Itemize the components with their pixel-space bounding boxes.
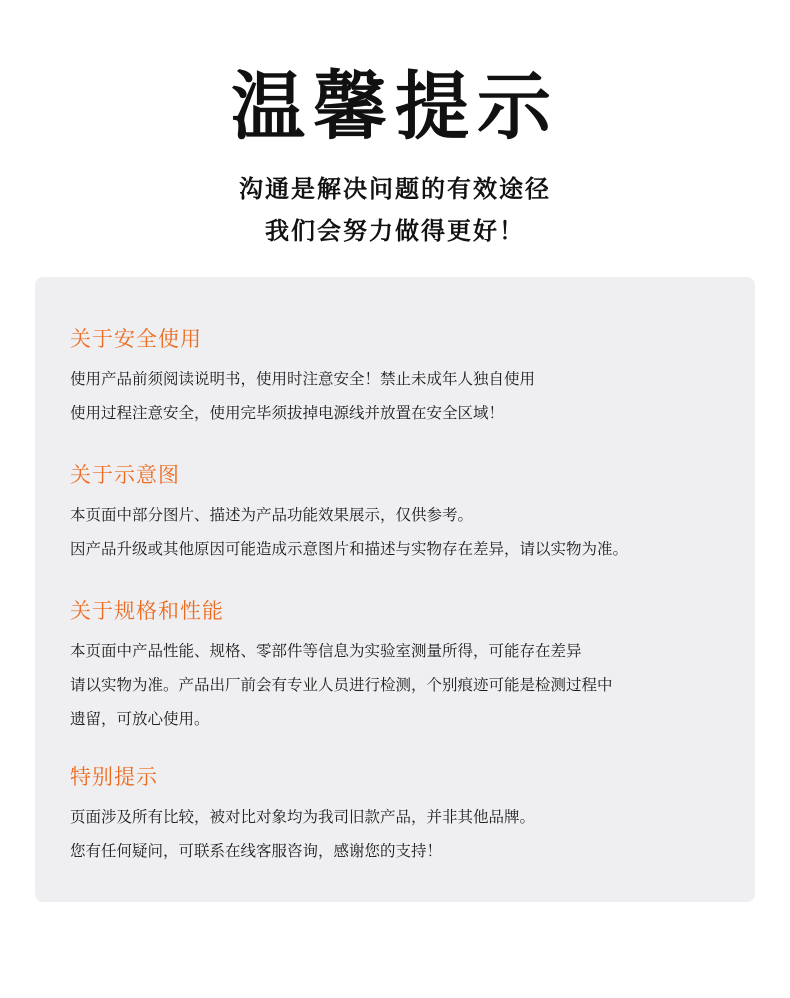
- section-text-line: 遗留，可放心使用。: [70, 710, 210, 728]
- section-text-line: 本页面中部分图片、描述为产品功能效果展示，仅供参考。: [70, 506, 474, 524]
- section-text-line: 您有任何疑问，可联系在线客服咨询，感谢您的支持！: [70, 842, 443, 860]
- section-spec-performance: [70, 596, 730, 736]
- section-text-line: 请以实物为准。产品出厂前会有专业人员进行检测，个别痕迹可能是检测过程中: [70, 676, 613, 694]
- section-text-line: 使用产品前须阅读说明书，使用时注意安全！禁止未成年人独自使用: [70, 370, 536, 388]
- page-title: 温馨提示: [231, 64, 559, 150]
- section-heading: 特别提示: [70, 765, 158, 789]
- section-heading: 关于规格和性能: [70, 599, 224, 623]
- subtitle-line: 沟通是解决问题的有效途径: [239, 175, 551, 203]
- section-safety: [70, 324, 730, 430]
- section-diagram: [70, 460, 730, 566]
- section-text-line: 因产品升级或其他原因可能造成示意图片和描述与实物存在差异，请以实物为准。: [70, 540, 629, 558]
- notice-card: [35, 277, 755, 902]
- section-heading: 关于示意图: [70, 463, 180, 487]
- section-text-line: 使用过程注意安全，使用完毕须拔掉电源线并放置在安全区域！: [70, 404, 505, 422]
- subtitle-line: 我们会努力做得更好！: [265, 217, 525, 245]
- section-text-line: 页面涉及所有比较，被对比对象均为我司旧款产品，并非其他品牌。: [70, 808, 536, 826]
- section-heading: 关于安全使用: [70, 327, 202, 351]
- section-special-notice: [70, 762, 730, 868]
- section-text-line: 本页面中产品性能、规格、零部件等信息为实验室测量所得，可能存在差异: [70, 642, 582, 660]
